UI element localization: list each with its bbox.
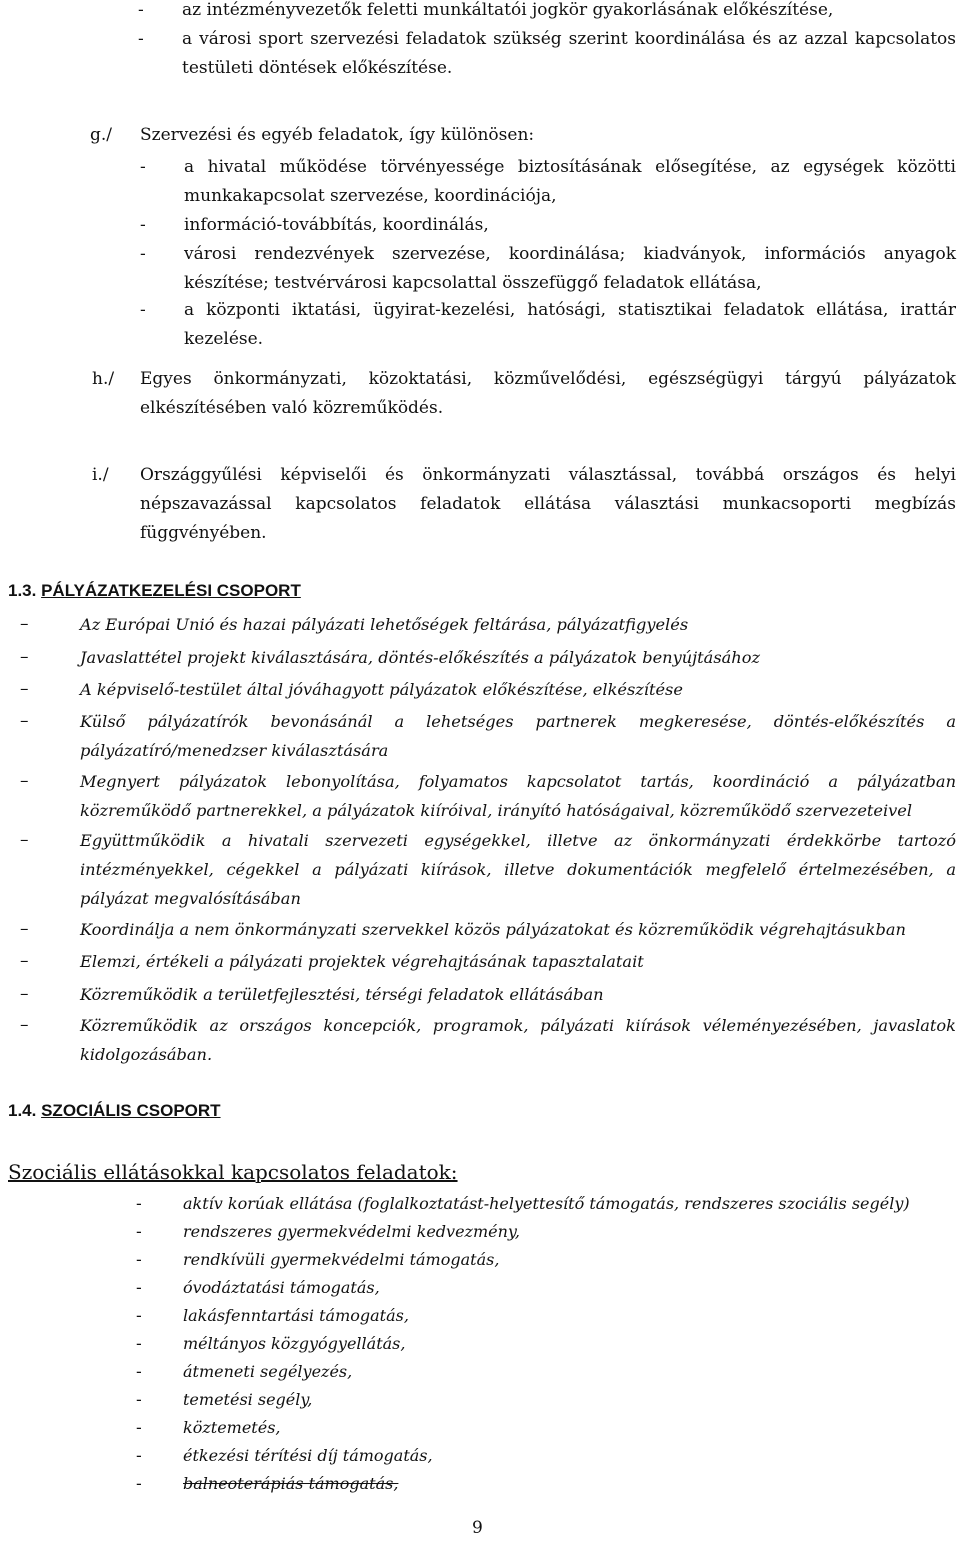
list-bullet: –: [20, 919, 29, 939]
list-item-text: köztemetés,: [183, 1418, 281, 1437]
list-bullet: –: [20, 830, 29, 850]
section-h-label: h./: [92, 369, 115, 389]
list-item-text: temetési segély,: [183, 1390, 313, 1409]
list-bullet: -: [136, 1306, 142, 1326]
list-bullet: –: [20, 711, 29, 731]
list-item-text: Külső pályázatírók bevonásánál a lehetséges partnerek megkeresése, döntés-előkészítés a pályázatíró/menedzser kiválasztására: [80, 712, 956, 760]
list-dash: -: [138, 0, 144, 20]
list-item-text: a városi sport szervezési feladatok szükség szerint koordinálása és az azzal kapcsolatos testületi döntések előkészítése.: [182, 29, 956, 78]
section-i-text: Országgyűlési képviselői és önkormányzati választással, továbbá országos és helyi népszavazással kapcsolatos feladatok ellátása választási munkacsoporti megbízás függvényében.: [140, 465, 956, 543]
list-item-text: Együttműködik a hivatali szervezeti egységekkel, illetve az önkormányzati érdekkörbe tartozó intézményekkel, cégekkel a pályázati kiírások, illetve dokumentációk megfelelő értelmezésében, a pályázat megvalósításában: [80, 831, 956, 908]
section-heading: [8, 580, 301, 602]
list-item-text: lakásfenntartási támogatás,: [183, 1306, 409, 1325]
list-bullet: -: [136, 1194, 142, 1214]
list-bullet: -: [136, 1278, 142, 1298]
list-item-text: átmeneti segélyezés,: [183, 1362, 353, 1381]
list-item-text: a hivatal működése törvényessége biztosításának elősegítése, az egységek közötti munkakapcsolat szervezése, koordinációja,: [184, 157, 956, 206]
section-title: PÁLYÁZATKEZELÉSI CSOPORT: [41, 581, 301, 600]
section-number: 1.4.: [8, 1101, 37, 1120]
list-dash: -: [140, 300, 146, 320]
list-item-text-struck: balneoterápiás támogatás,: [183, 1474, 399, 1493]
section-h-text: Egyes önkormányzati, közoktatási, közművelődési, egészségügyi tárgyú pályázatok elkészítésében való közreműködés.: [140, 369, 956, 418]
list-item-text: információ-továbbítás, koordinálás,: [184, 215, 489, 235]
list-item-text: Közreműködik a területfejlesztési, térségi feladatok ellátásában: [80, 985, 604, 1004]
list-bullet: -: [136, 1474, 142, 1494]
list-item-text: étkezési térítési díj támogatás,: [183, 1446, 433, 1465]
list-bullet: -: [136, 1390, 142, 1410]
list-item-text: Az Európai Unió és hazai pályázati lehetőségek feltárása, pályázatfigyelés: [80, 615, 689, 634]
list-item-text: Koordinálja a nem önkormányzati szervekkel közös pályázatokat és közreműködik végrehajtásukban: [80, 920, 906, 939]
list-bullet: -: [136, 1362, 142, 1382]
list-item-text: városi rendezvények szervezése, koordinálása; kiadványok, információs anyagok készítése; testvérvárosi kapcsolattal összefüggő feladatok ellátása,: [184, 244, 956, 293]
list-bullet: –: [20, 679, 29, 699]
list-bullet: –: [20, 984, 29, 1004]
list-dash: -: [140, 215, 146, 235]
list-bullet: -: [136, 1418, 142, 1438]
list-bullet: –: [20, 951, 29, 971]
list-bullet: -: [136, 1334, 142, 1354]
list-item-text: méltányos közgyógyellátás,: [183, 1334, 406, 1353]
list-item-text: rendkívüli gyermekvédelmi támogatás,: [183, 1250, 500, 1269]
list-item-text: Közreműködik az országos koncepciók, programok, pályázati kiírások véleményezésében, javaslatok kidolgozásában.: [80, 1016, 956, 1064]
list-item-text: óvodáztatási támogatás,: [183, 1278, 380, 1297]
list-bullet: –: [20, 771, 29, 791]
list-dash: -: [140, 244, 146, 264]
list-bullet: –: [20, 647, 29, 667]
list-bullet: –: [20, 1015, 29, 1035]
list-item-text: Elemzi, értékeli a pályázati projektek végrehajtásának tapasztalatait: [80, 952, 644, 971]
section-i-label: i./: [92, 465, 109, 485]
list-dash: -: [138, 29, 144, 49]
page-number: 9: [472, 1518, 483, 1538]
list-item-text: Megnyert pályázatok lebonyolítása, folyamatos kapcsolatot tartás, koordináció a pályázatban közreműködő partnerekkel, a pályázatok kiíróival, irányító hatóságaival, közreműködő szervezeteivel: [80, 772, 956, 820]
list-dash: -: [140, 157, 146, 177]
section-title: SZOCIÁLIS CSOPORT: [41, 1101, 221, 1120]
list-bullet: -: [136, 1250, 142, 1270]
list-item-text: a központi iktatási, ügyirat-kezelési, hatósági, statisztikai feladatok ellátása, irattár kezelése.: [184, 300, 956, 349]
list-item-text: az intézményvezetők feletti munkáltatói jogkör gyakorlásának előkészítése,: [182, 0, 834, 20]
section-g-title: Szervezési és egyéb feladatok, így különösen:: [140, 125, 535, 145]
section-g-label: g./: [90, 125, 113, 145]
list-bullet: -: [136, 1222, 142, 1242]
list-item-text: aktív korúak ellátása (foglalkoztatást-helyettesítő támogatás, rendszeres szociális segély): [183, 1194, 910, 1213]
list-item-text: A képviselő-testület által jóváhagyott pályázatok előkészítése, elkészítése: [80, 680, 683, 699]
list-item-text: rendszeres gyermekvédelmi kedvezmény,: [183, 1222, 520, 1241]
section-number: 1.3.: [8, 581, 37, 600]
section-heading: [8, 1100, 221, 1122]
list-bullet: -: [136, 1446, 142, 1466]
list-bullet: –: [20, 614, 29, 634]
list-item-text: Javaslattétel projekt kiválasztására, döntés-előkészítés a pályázatok benyújtásához: [80, 648, 760, 667]
section-subtitle: Szociális ellátásokkal kapcsolatos feladatok:: [8, 1160, 458, 1184]
